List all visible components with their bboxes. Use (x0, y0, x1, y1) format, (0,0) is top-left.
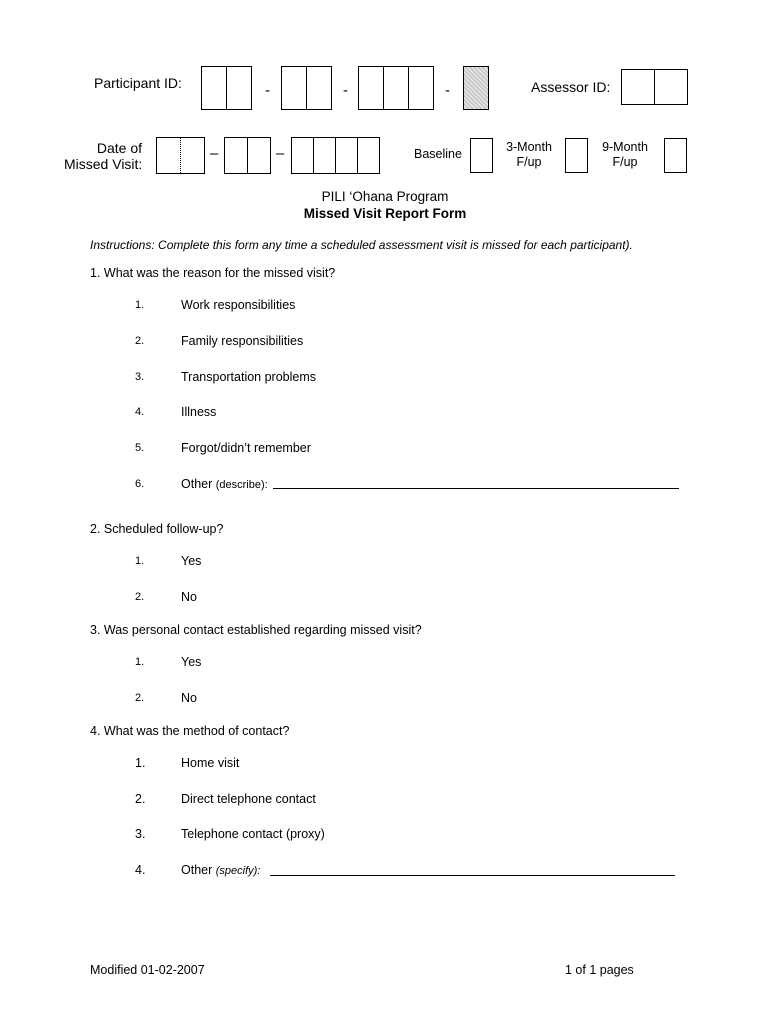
option-number: 3. (135, 827, 146, 841)
date-month-box[interactable] (157, 138, 181, 173)
date-year-group[interactable] (291, 137, 380, 174)
assessor-id-label: Assessor ID: (531, 79, 611, 95)
option-telephone-proxy[interactable]: Telephone contact (proxy) (181, 827, 325, 841)
nine-month-label-line1: 9-Month (602, 140, 648, 154)
three-month-label-line1: 3-Month (506, 140, 552, 154)
question-3: 3. Was personal contact established regarding missed visit? (90, 623, 422, 637)
participant-id-group-3[interactable] (358, 66, 434, 110)
date-label (64, 140, 142, 172)
modified-date: Modified 01-02-2007 (90, 963, 205, 977)
three-month-label-line2: F/up (516, 155, 542, 169)
question-2: 2. Scheduled follow-up? (90, 522, 224, 536)
date-day-box[interactable] (225, 138, 248, 173)
instructions-text: Instructions: Complete this form any time a scheduled assessment visit is missed for each participant). (90, 238, 633, 252)
participant-id-box[interactable] (227, 67, 251, 109)
option-yes[interactable]: Yes (181, 655, 202, 669)
option-number: 1. (135, 555, 145, 567)
date-dash: – (276, 145, 285, 162)
baseline-label: Baseline (414, 147, 462, 161)
option-other-describe[interactable] (181, 477, 268, 491)
option-transportation-problems[interactable]: Transportation problems (181, 370, 317, 384)
date-month-group[interactable] (156, 137, 205, 174)
participant-id-label: Participant ID: (94, 75, 182, 91)
id-dash: - (265, 82, 270, 99)
page-count: 1 of 1 pages (565, 963, 634, 977)
participant-id-group-1[interactable] (201, 66, 252, 110)
option-number: 5. (135, 442, 145, 454)
option-number: 3. (135, 371, 145, 383)
option-forgot[interactable]: Forgot/didn’t remember (181, 441, 311, 455)
participant-id-box[interactable] (359, 67, 384, 109)
option-work-responsibilities[interactable]: Work responsibilities (181, 298, 296, 312)
option-no[interactable]: No (181, 590, 197, 604)
assessor-id-box[interactable] (622, 70, 655, 104)
three-month-label (500, 140, 558, 170)
option-number: 2. (135, 335, 145, 347)
participant-id-check-box[interactable] (463, 66, 489, 110)
date-month-box[interactable] (181, 138, 204, 173)
option-no[interactable]: No (181, 691, 197, 705)
id-dash: - (445, 82, 450, 99)
option-number: 2. (135, 792, 146, 806)
date-year-box[interactable] (292, 138, 314, 173)
program-title: PILI ‘Ohana Program (321, 189, 449, 204)
date-year-box[interactable] (358, 138, 379, 173)
three-month-checkbox[interactable] (565, 138, 588, 173)
participant-id-box[interactable] (384, 67, 409, 109)
assessor-id-group[interactable] (621, 69, 688, 105)
option-other-label: Other (181, 477, 213, 491)
option-family-responsibilities[interactable]: Family responsibilities (181, 334, 304, 348)
date-label-line1: Date of (96, 140, 142, 156)
option-number: 1. (135, 656, 145, 668)
option-number: 1. (135, 299, 145, 311)
option-number: 6. (135, 478, 145, 490)
participant-id-box[interactable] (307, 67, 331, 109)
option-number: 4. (135, 863, 146, 877)
assessor-id-box[interactable] (655, 70, 687, 104)
date-day-group[interactable] (224, 137, 271, 174)
participant-id-box[interactable] (202, 67, 227, 109)
option-number: 1. (135, 756, 146, 770)
option-yes[interactable]: Yes (181, 554, 202, 568)
option-number: 4. (135, 406, 145, 418)
nine-month-label (594, 140, 656, 170)
date-year-box[interactable] (336, 138, 358, 173)
date-day-box[interactable] (248, 138, 270, 173)
option-other-note: (specify): (215, 865, 261, 877)
other-specify-line[interactable] (270, 875, 675, 876)
nine-month-label-line2: F/up (612, 155, 638, 169)
participant-id-box[interactable] (282, 67, 307, 109)
option-direct-telephone[interactable]: Direct telephone contact (181, 792, 316, 806)
question-4: 4. What was the method of contact? (90, 724, 290, 738)
other-describe-line[interactable] (273, 488, 679, 489)
option-number: 2. (135, 591, 145, 603)
date-dash: – (210, 145, 219, 162)
date-year-box[interactable] (314, 138, 336, 173)
question-1: 1. What was the reason for the missed visit? (90, 266, 336, 280)
option-number: 2. (135, 692, 145, 704)
option-other-note: (describe): (215, 479, 268, 491)
option-other-specify[interactable] (181, 863, 260, 877)
date-label-line2: Missed Visit: (64, 156, 143, 172)
option-other-label: Other (181, 863, 213, 877)
nine-month-checkbox[interactable] (664, 138, 687, 173)
option-illness[interactable]: Illness (181, 405, 217, 419)
option-home-visit[interactable]: Home visit (181, 756, 240, 770)
id-dash: - (343, 82, 348, 99)
participant-id-group-2[interactable] (281, 66, 332, 110)
form-title: Missed Visit Report Form (303, 206, 467, 221)
baseline-checkbox[interactable] (470, 138, 493, 173)
participant-id-box[interactable] (409, 67, 433, 109)
